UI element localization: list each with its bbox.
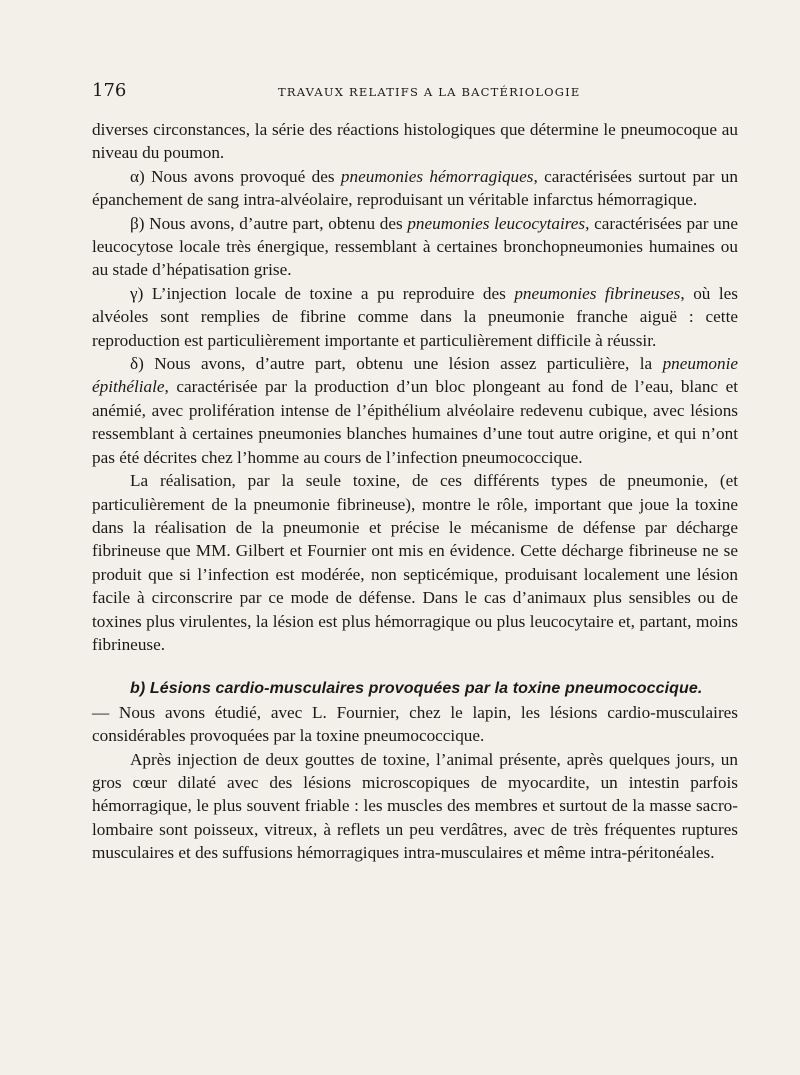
section-heading [92, 676, 738, 700]
paragraph-realisation: La réalisation, par la seule toxine, de ces différents types de pneumonie, (et particulièrement de la pneumonie fibrineuse), montre le rôle, important que joue la toxine dans la réalisation de la pneumonie et précise le mécanisme de défense par décharge fibrineuse que MM. Gilbert et Fournier ont mis en évidence. Cette décharge fibrineuse ne se produit que si l’infection est modérée, non septicémique, produisant localement une lésion facile à circonscrire par ce mode de défense. Dans le cas d’animaux plus sensibles ou de toxines plus virulentes, la lésion est plus hémorragique ou plus leucocytaire et, partant, moins fibrineuse. [92, 471, 738, 654]
section-title: b) Lésions cardio-musculaires provoquées par la toxine pneumococcique. [130, 680, 703, 698]
emphasis-fibrinous: pneumonies fibrineuses [514, 283, 681, 303]
paragraph-delta-after: , caractérisée par la production d’un bloc plongeant au fond de l’eau, blanc et anémié, avec prolifération intense de l’épithélium alvéolaire redevenu cubique, avec lésions ressemblant à certaines pneumonies blanches humaines d’une tout autre origine, et qui n’ont pas été décrites chez l’homme au cours de l’infection pneumococcique. [92, 377, 738, 467]
emphasis-hemorrhagic: pneumonies hémorragiques [340, 166, 534, 186]
emphasis-epithelial: pneumonie épithéliale [92, 354, 738, 397]
paragraph-gamma-after: , où les alvéoles sont remplies de fibrine comme dans la pneumonie franche aiguë : cette reproduction est particulièrement importante et particulièrement difficile à réussir. [92, 283, 738, 350]
paragraph-alpha-after: , caractérisées surtout par un épanchement de sang intra-alvéolaire, reproduisant un véritable infarctus hémorragique. [92, 166, 738, 210]
emphasis-leukocytic: pneumonies leucocytaires [407, 213, 586, 233]
list-marker-gamma: γ) [130, 283, 144, 303]
paragraph-fournier: — Nous avons étudié, avec L. Fournier, chez le lapin, les lésions cardio-musculaires considérables provoquées par la toxine pneumococcique. [92, 702, 738, 746]
page-header [92, 78, 738, 106]
running-head: TRAVAUX RELATIFS A LA BACTÉRIOLOGIE [278, 85, 581, 99]
paragraph-gamma-before: L’injection locale de toxine a pu reproduire des [143, 283, 515, 303]
document-page [92, 78, 738, 865]
list-marker-beta: β) [130, 213, 145, 233]
section-spacer [92, 656, 738, 676]
paragraph-delta [92, 352, 738, 469]
list-marker-alpha: α) [130, 166, 145, 186]
list-marker-delta: δ) [130, 354, 144, 374]
paragraph-beta-before: Nous avons, d’autre part, obtenu des [144, 213, 408, 233]
paragraph-beta [92, 212, 738, 282]
paragraph-injection: Après injection de deux gouttes de toxine, l’animal présente, après quelques jours, un gros cœur dilaté avec des lésions microscopiques de myocardite, un intestin parfois hémorragique, le plus souvent friable : les muscles des membres et surtout de la masse sacro-lombaire sont poisseux, vitreux, à reflets un peu verdâtres, avec de très fréquentes ruptures musculaires et des suffusions hémorragiques intra-musculaires et même intra-péritonéales. [92, 749, 738, 863]
page-number: 176 [92, 80, 127, 101]
body-text [92, 118, 738, 865]
paragraph-intro: diverses circonstances, la série des réactions histologiques que détermine le pneumocoque au niveau du poumon. [92, 120, 738, 163]
paragraph-alpha-before: Nous avons provoqué des [144, 166, 341, 186]
paragraph-beta-after: , caractérisées par une leucocytose locale très énergique, ressemblant à certaines bronchopneumonies humaines ou au stade d’hépatisation grise. [92, 213, 738, 280]
paragraph-delta-before: Nous avons, d’autre part, obtenu une lésion assez particulière, la [143, 354, 663, 374]
paragraph-alpha [92, 165, 738, 212]
paragraph-gamma [92, 282, 738, 352]
